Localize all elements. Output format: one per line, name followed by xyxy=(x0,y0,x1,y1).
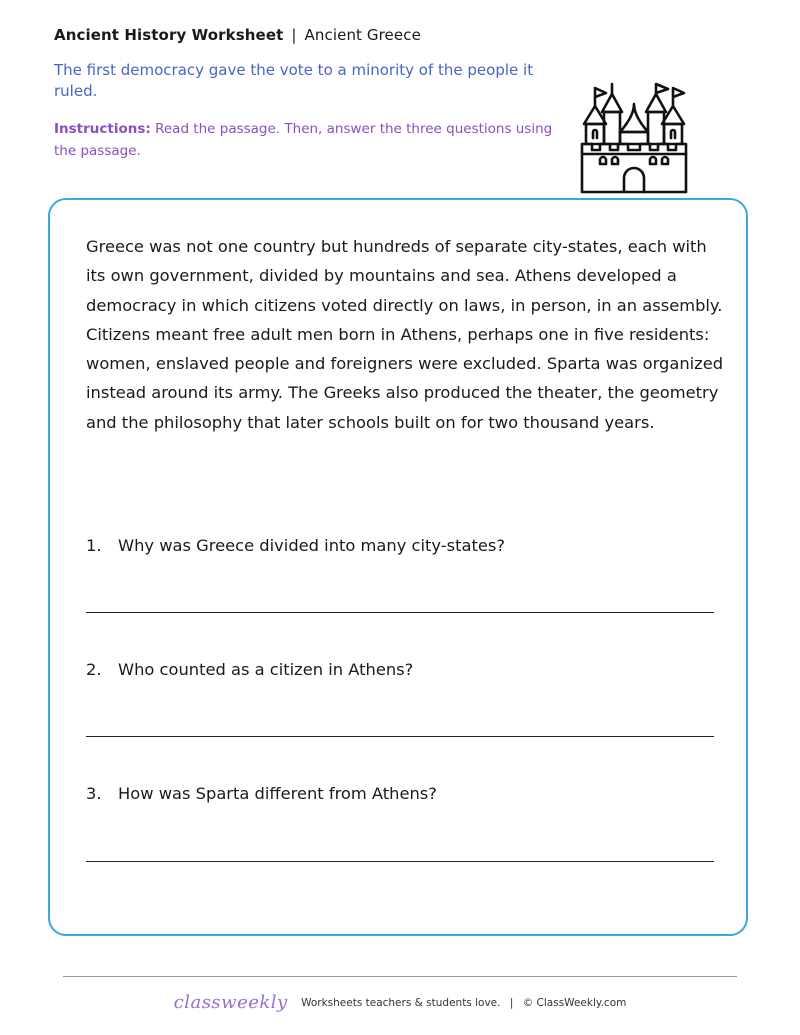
worksheet-subtitle: The first democracy gave the vote to a minority of the people it ruled. xyxy=(54,61,534,100)
question-text: How was Sparta different from Athens? xyxy=(118,784,437,803)
question-2 xyxy=(86,660,413,679)
question-number: 3. xyxy=(86,784,102,803)
question-1 xyxy=(86,536,505,555)
page-footer xyxy=(0,992,800,1013)
question-text: Why was Greece divided into many city-states? xyxy=(118,536,505,555)
question-number: 1. xyxy=(86,536,102,555)
footer-tagline: Worksheets teachers & students love. xyxy=(301,997,501,1009)
worksheet-header xyxy=(54,26,421,44)
footer-copyright: © ClassWeekly.com xyxy=(522,997,627,1009)
footer-separator: | xyxy=(509,997,514,1009)
reading-passage: Greece was not one country but hundreds of separate city-states, each with its own government, divided by mountains and sea. Athens developed a democracy in which citizens voted directly on laws, in person, in an assembly. Citizens meant free adult men born in Athens, perhaps one in five residents: women, enslaved people and foreigners were excluded. Sparta was organized instead around its army. The Greeks also produced the theater, the geometry and the philosophy that later schools built on for two thousand years. xyxy=(86,237,724,432)
question-text: Who counted as a citizen in Athens? xyxy=(118,660,414,679)
question-number: 2. xyxy=(86,660,102,679)
header-separator: | xyxy=(291,26,297,44)
worksheet-title: Ancient History Worksheet xyxy=(54,26,284,44)
worksheet-topic: Ancient Greece xyxy=(304,26,421,44)
answer-line-1[interactable] xyxy=(86,612,714,613)
instructions-text: Read the passage. Then, answer the three questions using the passage. xyxy=(54,121,553,159)
instructions xyxy=(54,118,574,162)
brand-logo: classweekly xyxy=(173,992,288,1013)
instructions-label: Instructions: xyxy=(54,121,151,137)
footer-divider xyxy=(63,976,737,977)
question-3 xyxy=(86,784,437,803)
answer-line-2[interactable] xyxy=(86,736,714,737)
castle-icon xyxy=(576,82,692,194)
answer-line-3[interactable] xyxy=(86,861,714,862)
